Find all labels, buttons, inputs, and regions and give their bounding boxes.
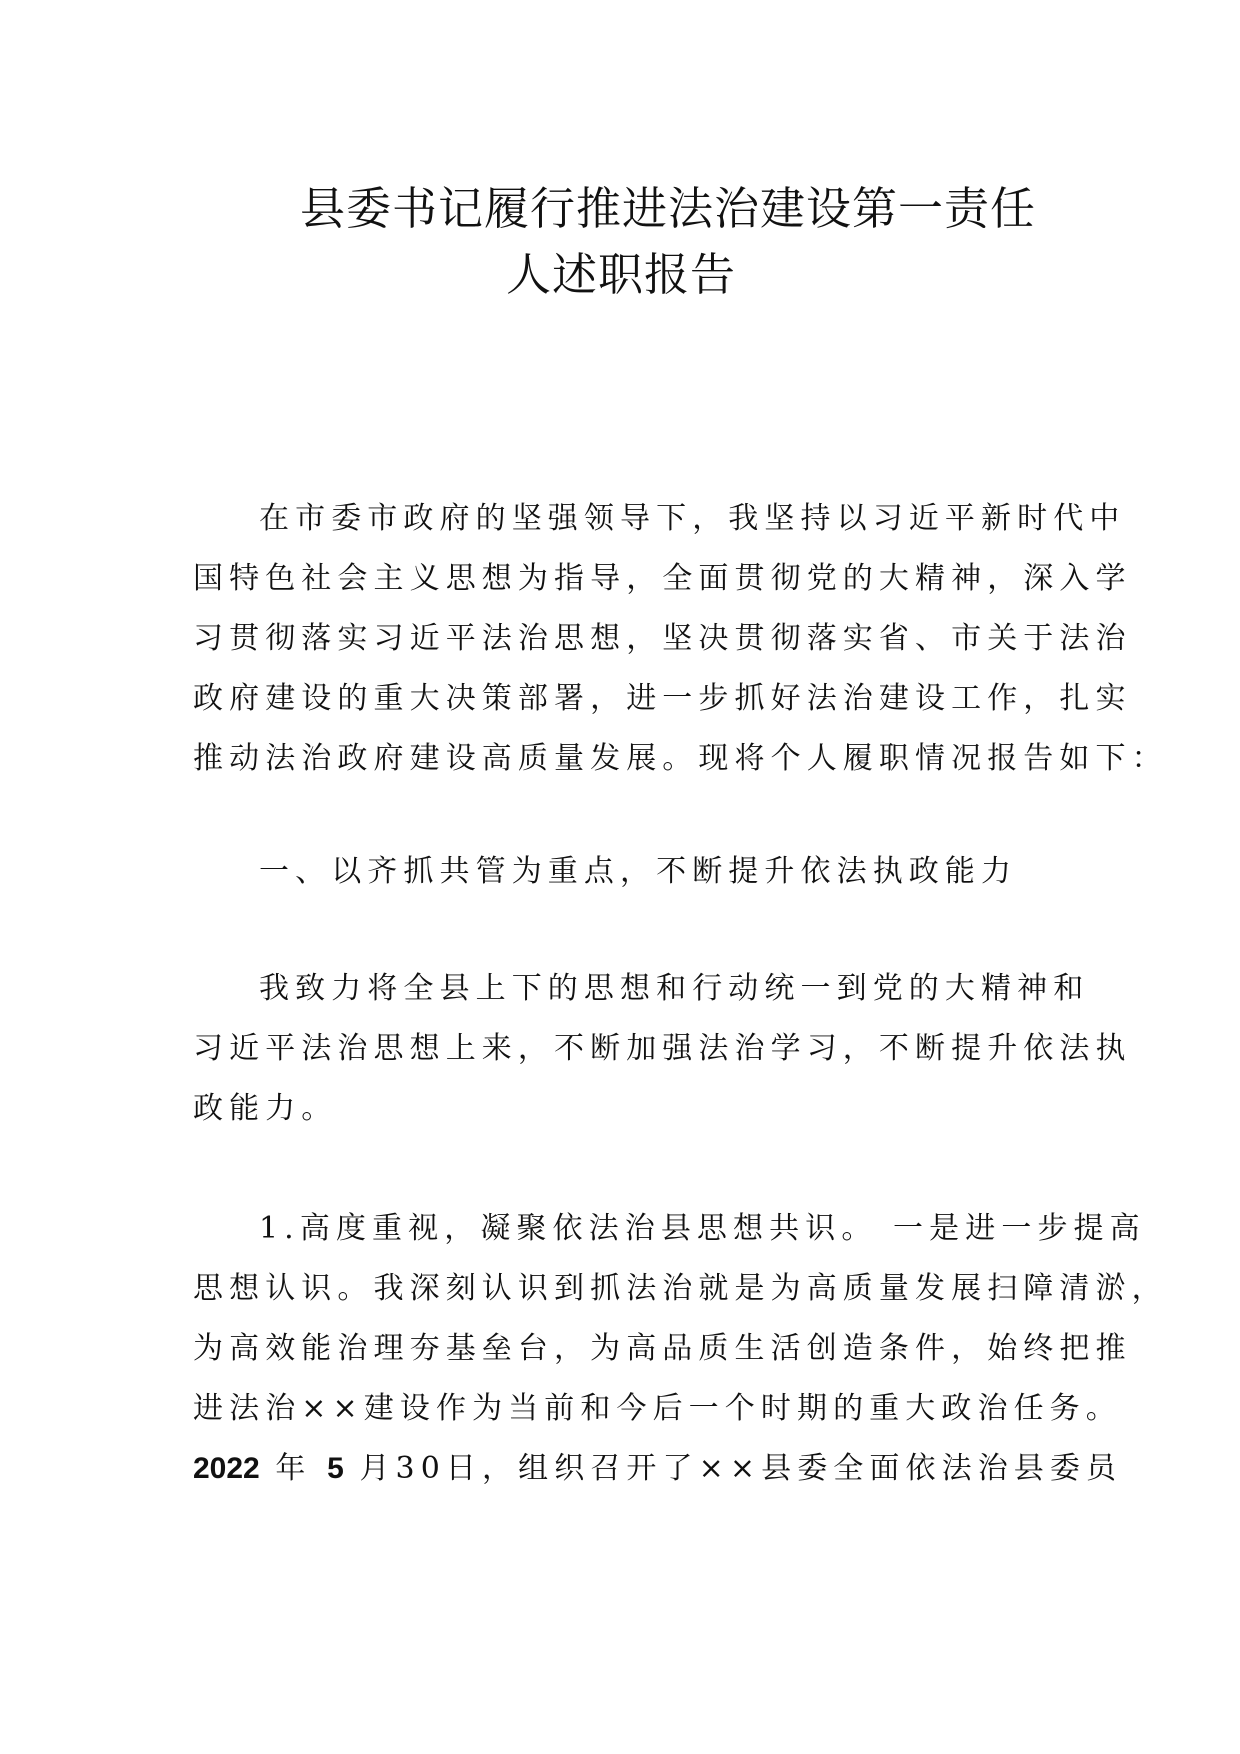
document-title-line-2: 人述职报告 xyxy=(506,248,737,301)
item-1-line-2: 思想认识。我深刻认识到抓法治就是为高质量发展扫障清淤， xyxy=(193,1271,1168,1306)
intro-line-2: 国特色社会主义思想为指导，全面贯彻党的大精神，深入学 xyxy=(193,561,1132,596)
intro-line-4: 政府建设的重大决策部署，进一步抓好法治建设工作，扎实 xyxy=(193,681,1132,716)
document-title-line-1: 县委书记履行推进法治建设第一责任 xyxy=(300,182,1037,235)
section-1-line-2: 习近平法治思想上来，不断加强法治学习，不断提升依法执 xyxy=(193,1031,1132,1066)
date-month: 5 xyxy=(327,1452,344,1485)
item-1-line-5-rest: 月30日，组织召开了××县委全面依法治县委员 xyxy=(343,1451,1123,1486)
section-1-heading: 一、以齐抓共管为重点，不断提升依法执政能力 xyxy=(259,854,1018,889)
intro-line-1: 在市委市政府的坚强领导下，我坚持以习近平新时代中 xyxy=(259,501,1126,536)
date-year-unit: 年 xyxy=(259,1451,328,1486)
item-1-line-4: 进法治××建设作为当前和今后一个时期的重大政治任务。 xyxy=(193,1391,1122,1426)
section-1-line-3: 政能力。 xyxy=(193,1091,338,1126)
section-1-line-1: 我致力将全县上下的思想和行动统一到党的大精神和 xyxy=(259,971,1090,1006)
item-1-line-3: 为高效能治理夯基垒台，为高品质生活创造条件，始终把推 xyxy=(193,1331,1132,1366)
item-1-line-5 xyxy=(193,1451,1123,1486)
date-year: 2022 xyxy=(193,1452,260,1485)
intro-line-5: 推动法治政府建设高质量发展。现将个人履职情况报告如下： xyxy=(193,741,1168,776)
item-1-line-1: 1.高度重视，凝聚依法治县思想共识。 一是进一步提高 xyxy=(259,1211,1146,1246)
intro-line-3: 习贯彻落实习近平法治思想，坚决贯彻落实省、市关于法治 xyxy=(193,621,1132,656)
